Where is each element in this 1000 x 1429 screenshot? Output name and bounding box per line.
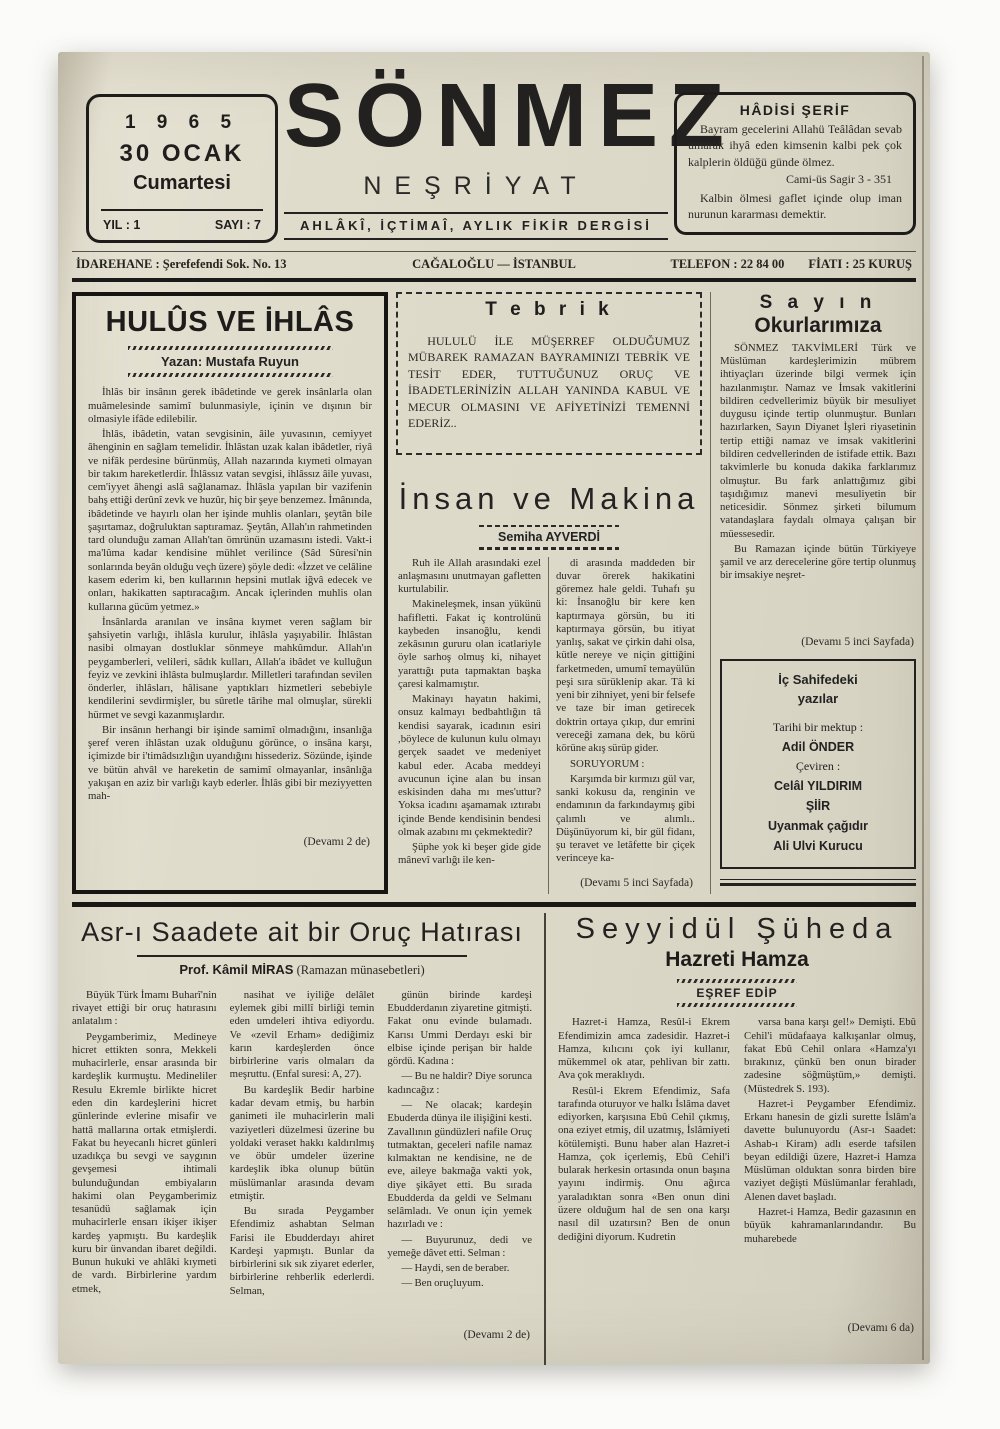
continuation-note: (Devamı 6 da) [847,1322,914,1335]
paragraph: Bu sırada Peygamber Efendimiz ashabtan Selman Farisi ile Ebudderdayı ahiret Kardeşi yapmıştı. Bunlar da birbirlerini sık sık ziyaret ederler, birbirlerine rehberlik ederlerdi. Selman, [229,1205,375,1297]
column-text [230,989,375,1341]
text-column [72,989,217,1341]
paragraph: Ruh ile Allah arasındaki ezel anlaşmasını unutmayan gafletten kurtulabilir. [398,556,541,596]
paragraph: Bu kardeşlik Bedir harbine kadar devam etmiş, bu harbin ganimeti ile muhacirlerin mali vaziyetleri düzelmesi üzerine bu yoldaki veraset hakkı kaldırılmış ve öbür umdeler üzerine kardeşlik ibka olunup bütün müslümanlar arasında devam etmiştir. [229,1083,375,1202]
tebrik-body: HULULÜ İLE MÜŞERREF OLDUĞUMUZ MÜBAREK RAMAZAN BAYRAMINIZI TEBRİK VE TESİT EDER, TUTTUĞUNUZ ORUÇ VE İBADETLERİNİZİN ALLAH YANINDA KABUL VE MECUR OLMASINI VE AFİYETİNİZİ TEMENNİ EDERİZ.. [408,333,690,431]
article-columns [558,1016,916,1334]
article-headline: Asr-ı Saadete ait bir Oruç Hatırası [81,916,523,947]
article-hulus-ve-ihlas [72,292,388,894]
paragraph: di arasında maddeden bir duvar örerek hakikatini göremez hale geldi. Tuhafı şu ki: İnsanoğlu bir kere ken kaptırmaya görsün, bu iti kaptırmaya görsün, bu itiyat yanlış, sakat ve çirkin dahi olsa, kütle nereye ve niçin gittiğini farketmeden, umumî temayülün peşi sıra sürüklenip akar. Tâ ki yeni bir zihniyet, yeni bir felsefe ve taze bir iman getirecek doktrin ortaya çıkıp, dur emrini vereceği zamana dek, bu körü körüne akış sürüp gider. [556,556,695,755]
paragraph: Peygamberimiz, Medineye hicret ettikten sonra, Mekkeli muhacirlerle, ensar arasında bir kardeşlik kurmuştu. Medineliler Resulu Ekremle birlikte hicret eden din kardeşlerini hicret günlerinde evlerine misafir ve hattâ mallarına ortak etmişlerdi. Fakat bu heyecanlı hicret günleri uzadıkça bu sevgi ve saygının gevşemesi ihtimali bulunduğundan embiyaların hakimi olan Peygamberimiz tesanüdü sağlamak için muhacirlerle ensarı ikişer ikişer kardeş yapmıştı. Bu kardeşlik kuru bir ünvandan ibaret değildi. Bunun hukuki ve ahlâki kıymeti de vardı. Birbirlerine yardım etmek, [72,1030,217,1295]
paragraph: Büyük Türk İmamı Buharî'nin rivayet ettiği bir oruç hatırasını anlatalım : [72,988,217,1028]
middle-column [396,292,702,894]
paragraph: SÖNMEZ TAKVİMLERİ Türk ve Müslüman kardeşlerimizin mübrem ihtiyaçları üzerinde bilgi vermek için hazılanmıştır. Namaz ve İmsak vakitlerini bildiren cedvellerimiz büyük bir mesuliyet duygusu içinde tertip olunmuştur. Bunları hazırlarken, Sayın Diyanet İşleri riyasetinin tertip ettiği namaz ve imsak vakitlerini bildiren cedvellerinden de istifade ettik. Bazı takvimlerle bu konuda dakika farklarımız olmuştur. Bu fark anlattığımız gibi taşıdığımız manevi mesuliyetin bir neticesidir. Sönmez şirketi bilumum vatandaşlara faydalı olmaya çalışan bir müessesedir. [720,341,916,540]
paragraph: Bu Ramazan içinde bütün Türkiyeye şamil ve arz derecelerine göre tertip olunmuş bir imsakiye neşret- [720,542,916,582]
paragraph: Resûl-i Ekrem Efendimiz, Safa tarafında oturuyor ve halkı İslâma davet ediyorken, karşısına Ebû Cehil çıkmış, ona eziyet etmiş, dil uzatmış, İslâmiyeti kötülemişti. Bunu haber alan Hazret-i Hamza, çok içerlemiş, Ebû Cehil'i bularak herkesin ortasında onun başına yayını indirmiş. Onu ağırca yaraladıktan sonra «Ben onun dini üzere olduğum hal de sen ona karşı nasıl dil uzatırsın? Ben de onun dediğini diyorum. Kudretin [558,1084,730,1243]
tebrik-box [396,292,702,455]
price-label: FİATI : 25 KURUŞ [808,256,913,271]
notice-headline-line1: S a y ı n [759,291,877,313]
double-rule [720,879,916,886]
publication-title: SÖNMEZ [284,66,736,166]
paragraph: — Buyurunuz, dedi ve yemeğe dâvet etti. Selman : [387,1233,533,1259]
issue-year-label: YIL : 1 [103,217,141,232]
byline-box [677,979,797,1007]
paragraph: Hazret-i Peygamber Efendimiz. Erkanı hanesin de gizli surette İslâm'a davette bulunuyordu (Asr-ı Saadet: Ashab-ı Kiram) adlı eserde tafsilen beyan edildiği üzere, Hazret-i Hamza Müslüman olduktan sonra birden bire vaziyet değişti Müslümanlar ferahladı, Alenen davet başladı. [744,1097,916,1203]
article-columns [72,989,532,1341]
hadis-box [674,92,916,235]
paragraph: SORUYORUM : [570,757,645,770]
hadis-title: HÂDİSİ ŞERİF [739,102,851,118]
article-byline: EŞREF EDİP [696,985,778,1000]
article-seyyidul-suheda [546,913,916,1365]
publication-tagline: AHLÂKÎ, İÇTİMAÎ, AYLIK FİKİR DERGİSİ [284,212,668,240]
byline-note: (Ramazan münasebetleri) [293,962,425,977]
tebrik-title: T e b r i k [485,298,613,320]
text-column [396,557,549,894]
hadis-body: Bayram gecelerini Allahü Teâlâdan sevab umarak ihyâ eden kimsenin kalbi pek çok kalplerin öldüğü günde ölmez. [688,122,902,169]
paragraph: Makineleşmek, insan yükünü hafifletti. Fakat iç kontrolünü kaybeden insanoğlu, kendi zekâsının gururu olan icatlariyle öyle sarhoş olmuş ki, nihayet yarattığı puta tapmaktan başka çaresi kalmamıştır. [398,598,541,690]
masthead [278,66,736,240]
byline-box [137,955,467,978]
contact-price [613,257,912,272]
squiggle-rule [128,373,333,377]
paragraph: Şüphe yok ki beşer gide gide mânevî varlığı ile ken- [398,841,541,867]
column-text [556,557,695,875]
byline-box [128,346,333,377]
text-column [230,989,375,1341]
paragraph: — Haydi, sen de beraber. [401,1262,510,1275]
paragraph: varsa bana karşı gel!» Demişti. Ebû Cehil'i müdafaaya kalkışanlar olmuş, fakat Ebû Cehil onlara «Hamza'yı bırakınız, çünkü ben onun birader zadesine söğmüştüm,» demişti. (Müstedrek S. 193). [744,1016,916,1095]
article-headline: Seyyidül Şüheda [575,912,899,945]
column-text [387,989,532,1327]
paragraph: Hazret-i Hamza, Resûl-i Ekrem Efendimizin amca zadesidir. Hazret-i Hamza, kılıcını çok iyi kullanır, mükemmel ok atar, pehlivan bir zattı. Ava çok meraklıydı. [558,1016,730,1082]
dash-rule [479,547,619,550]
paragraph: İnsânlarda aranılan ve insâna kıymet veren sağlam bir şahsiyetin varlığı, ihlâsla kurulur, ihlâsla yaşıyabilir. İhlâstan nasibi olmayan dostluklar sönmeye mahkûmdur. Allah'ın peygamberleri, velileri, sâdık kulları, Allah'a ibâdet ve kulluğun feyiz ve zevkini ihlâsta bulmuşlardır. Milletleri tarafından sevilen önderler, ihlâsları, hâlisane yaptıkları hizmetleri sebebiyle kendilerini sevdirmişler, bu sûretle târihe mal olmuşlar, sürekli hürmet ve sevgi kazanmışlardır. [88,615,372,721]
hadis-note: Kalbin ölmesi gaflet içinde olup iman nurunun kararması demektir. [688,190,902,222]
city-label: CAĞALOĞLU — İSTANBUL [412,256,576,271]
paragraph: — Bu ne haldir? Diye sorunca kadıncağız : [387,1070,533,1096]
section-divider-rule [72,902,916,907]
info-bar [72,251,916,282]
paragraph: nasihat ve iyiliğe delâlet eylemek gibi millî birliği temin eden umdeleri ihtiva ediyordu. Ve «zevil Erham» dediğimiz karın kardeşlerden önce birbirlerine varis olmaları da meşruttu. (Enfal suresi: A, 27). [229,988,375,1081]
article-headline: HULÛS VE İHLÂS [105,305,355,338]
article-byline: Prof. Kâmil MİRAS [179,961,294,977]
paragraph: Adil ÖNDER [781,740,855,755]
paragraph: Celâl YILDIRIM [774,779,862,794]
column-text [398,557,541,889]
paragraph: Uyanmak çağıdır [767,819,869,834]
paragraph: — Ben oruçluyum. [401,1277,484,1290]
date-box [86,94,278,243]
paragraph: ŞİİR [805,799,831,814]
paragraph: Çeviren : [795,759,841,774]
paragraph: günün birinde kardeşi Ebudderdanın ziyaretine gitmişti. Fakat onu evinde bulamadı. Karısı Ummi Derdayı eski bir elbise içinde perişan bir halde gördü. Kadına : [387,988,533,1068]
continuation-note: (Devamı 2 de) [303,836,370,849]
article-headline-insan-ve-makina: İnsan ve Makina [398,480,700,516]
paragraph: Tarihi bir mektup : [772,719,864,734]
paragraph: İhlâs, ibâdetin, vatan sevgisinin, âile yuvasının, cemiyyet âhenginin en sağlam temelidir. İhlâstan uzak kalan ibâdetler, riyâ ve nifâk perdesine bürünmüş, Allah nazarında kıymeti olmayan bir takım hareketlerdir. İhlâssız vatan sevgisi, ihlâssız âile yuvası, cem'iyyet âhengi aslâ sağlanamaz. İhlâsla yapılan bir vazifenin bahş ettiği derûnî zevk ve huzûr, hiç bir şeye benzemez. İmânında, ibâdetinde ve hayırlı olan her işinde muhlis olanları, şeytân bile şaşırtamaz, doğruluktan saptıramaz. Şeytân, Allah'ın rahmetinden tard olunduğu zaman Allah'tan ömrünün uzamasını istedi. Vakt-i ma'lûma kadar kendisine mühlet verilince (Sâd Sûresi'nin sonlarında beyân olduğu veçh üzere) şöyle dedi: «İzzet ve celâline kasem ederim ki, ben kullarının hepsini mutlak iğvâ edecek ve onları, hakikatten saptıracağım. Ancak içlerinden muhlis olan kullarına gücüm yetmez.» [88,428,372,613]
squiggle-rule [677,1003,797,1007]
paragraph: Bir insânın herhangi bir işinde samimî olmadığını, insanlığa şeref veren ihlâstan uzak olduğunu görünce, o insâna karşı, içimizde bir i'timâdsızlığın uyandığını hissederiz. Sözünde, işinde ve bütün ahvâl ve hareketin de samimî olmayanlar, insânlığa yakışan en aziz bir varlığı kayb ederler. İhlâs gibi bir meziyyetten mah- [88,723,372,803]
masthead-area [72,66,916,243]
date-year: 1 9 6 5 [124,112,240,133]
inside-pages-box [720,659,916,869]
article-byline: Semiha AYVERDİ [498,530,600,545]
paragraph: Karşımda bir kırmızı gül var, sanki kokusu da, renginin ve endamının da farkındaymış gibi çalımlı ve alımlı.. Düşünüyorum ki, bir gül fidanı, şu teravet ve letâfette bir çiçek verinceye ka- [556,772,695,865]
paragraph: — Ne olacak; kardeşin Ebuderda dünya ile ilişiğini kesti. Zavallının gündüzleri nafile Oruç tutmaktan, geceleri nafile namaz kılmaktan ne kendisine, ne de eve, aileye bakmağa vakti yok, diye şikâyet etti. Bu sırada Ebudderda da geldi ve Selmanı selâmladı. Ve onun için yemek hazırladı ve : [387,1099,533,1231]
article-columns [396,557,702,894]
inside-pages-heading-line2: yazılar [797,691,839,707]
right-column [710,292,916,894]
article-byline: Yazan: Mustafa Ruyun [161,353,299,369]
telephone-label: TELEFON : 22 84 00 [670,256,785,271]
paragraph: Hazret-i Hamza, Bedir gazasının en büyük kahramanlarındandır. Bu muharebede [744,1206,916,1245]
notice-headline-line2: Okurlarımıza [754,313,882,337]
inside-pages-heading-line1: İç Sahifedeki [778,671,858,687]
date-day: 30 OCAK [119,139,245,167]
text-column [744,1016,916,1334]
newspaper-page [58,52,930,1364]
column-text [72,989,217,1341]
text-column [558,1016,730,1334]
column-text [558,1016,730,1334]
byline-box [479,525,619,550]
bottom-section [72,913,916,1365]
notice-body [720,342,916,634]
continuation-note: (Devamı 5 inci Sayfada) [801,635,914,648]
publication-subtitle: NEŞRİYAT [363,172,589,201]
paragraph: Ali Ulvi Kurucu [773,839,863,854]
article-subheadline: Hazreti Hamza [665,947,809,971]
top-section [72,292,916,894]
date-weekday: Cumartesi [133,171,231,194]
article-body [88,386,372,834]
inside-pages-list [728,718,908,856]
date-divider [101,209,263,211]
column-text [744,1016,916,1320]
issue-row [97,218,267,232]
issue-number-label: SAYI : 7 [214,217,261,232]
text-column [387,989,532,1341]
continuation-note: (Devamı 5 inci Sayfada) [580,876,693,889]
article-oruc-hatirasi [72,913,546,1365]
paragraph: İhlâs bir insânın gerek ibâdetinde ve gerek insânlarla olan muâmelesinde samimî bulunmasiyle, içinin ve dışının bir olmasiyle ifâde edilebilir. [88,386,372,425]
continuation-note: (Devamı 2 de) [463,1328,531,1341]
office-address: İDAREHANE : Şerefefendi Sok. No. 13 [76,256,287,271]
hadis-source: Cami-üs Sagir 3 - 351 [786,171,892,186]
paragraph: Makinayı hayatın hakimi, onsuz kalmayı bedbahtlığın tâ kendisi sayarak, icadının esiri ,böylece de kulunun kulu olmayı gerçek saadet ve medeniyet kabul eder. Acaba meddeyi avucunun içine alan bu insan eskisinden daha mı mes'uttur? Yoksa icadını aşamamak ıztırabı içinde Bende kendisinin bendesi olmak azabını mı çekmektedir? [398,693,541,838]
text-column [549,557,702,894]
